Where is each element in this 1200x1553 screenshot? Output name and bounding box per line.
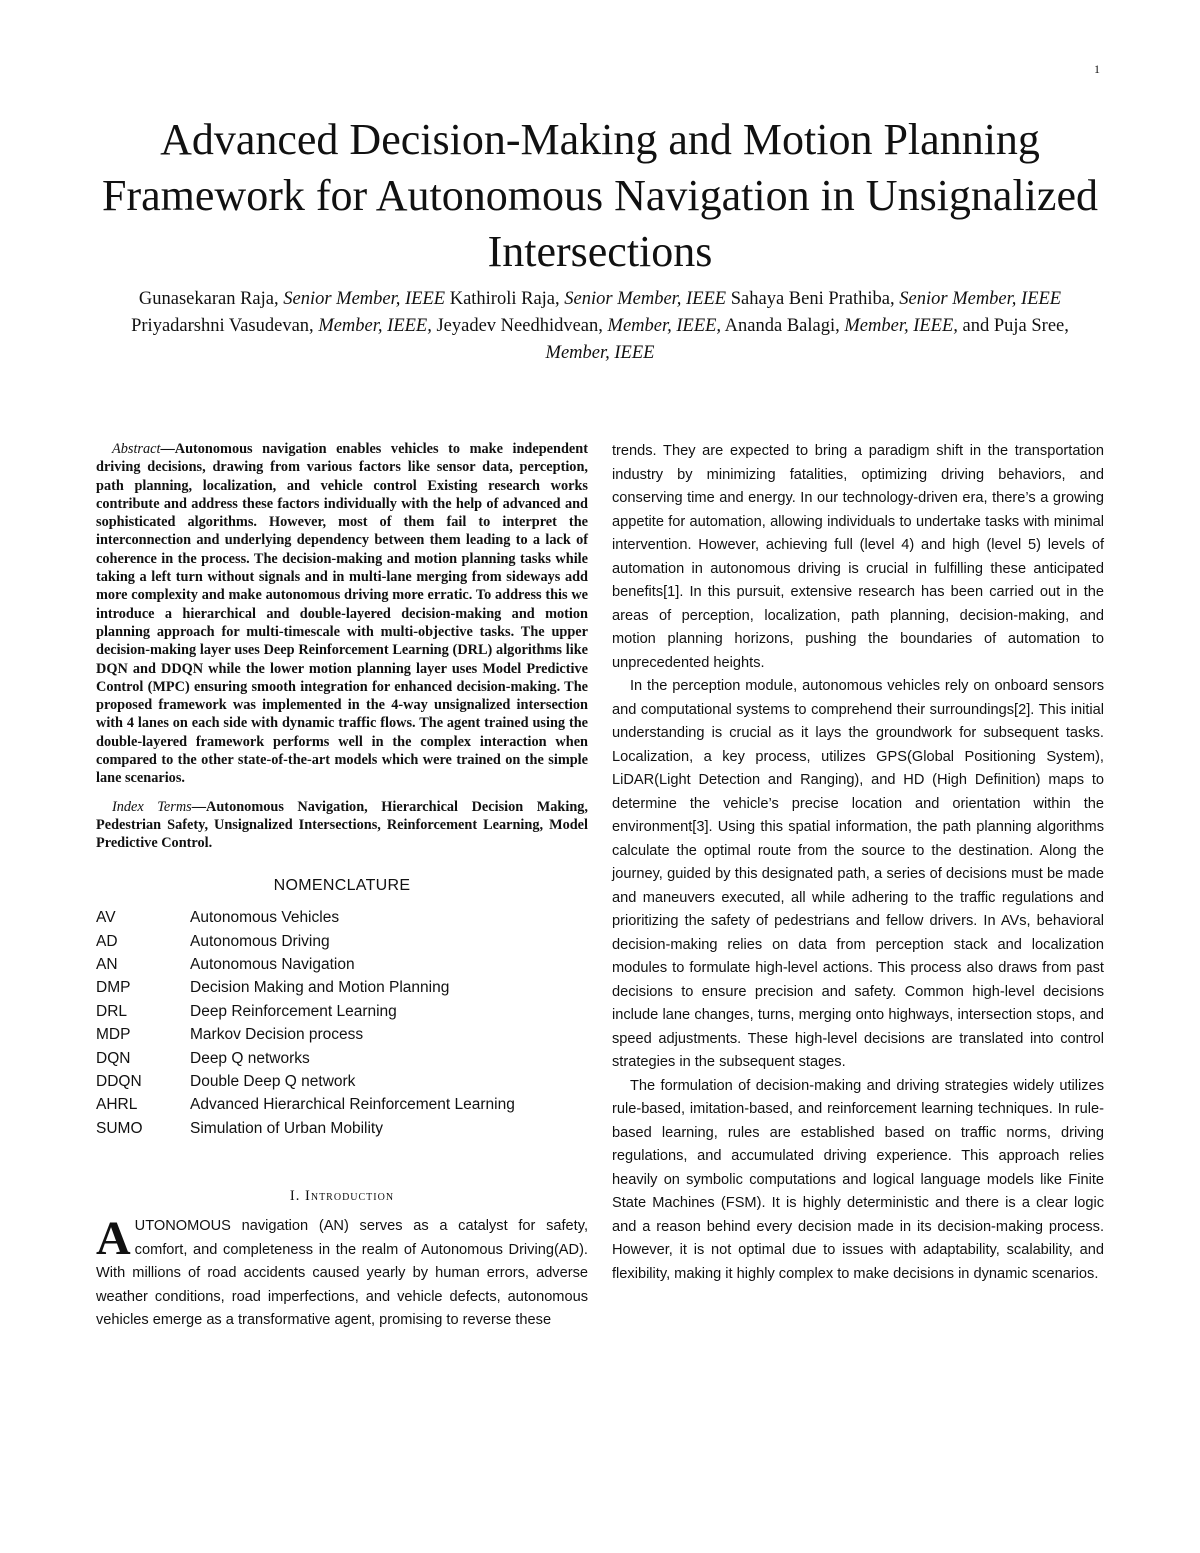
author-name: Sahaya Beni Prathiba, bbox=[726, 289, 900, 309]
author-name: Gunasekaran Raja, bbox=[138, 289, 284, 309]
abbreviation: AV bbox=[96, 909, 116, 927]
index-terms-label: Index Terms bbox=[112, 798, 192, 815]
abstract-label: Abstract bbox=[112, 441, 161, 457]
abbreviation: DDQN bbox=[96, 1072, 142, 1090]
author-name: Kathiroli Raja, bbox=[445, 289, 565, 309]
abbreviation: DQN bbox=[96, 1049, 131, 1067]
table-row bbox=[96, 930, 588, 953]
abbreviation-meaning: Autonomous Vehicles bbox=[190, 909, 340, 927]
abbreviation: SUMO bbox=[96, 1119, 143, 1137]
table-row bbox=[96, 977, 588, 1000]
abbreviation: AHRL bbox=[96, 1096, 138, 1114]
author-role: Member, IEEE, bbox=[607, 316, 722, 336]
index-terms-text: —Autonomous Navigation, Hierarchical Decision Making, Pedestrian Safety, Unsignalized Intersections, Reinforcement Learning, Model Predictive Control. bbox=[96, 798, 588, 852]
author-role: Member, IEEE bbox=[545, 343, 655, 363]
table-row bbox=[96, 907, 588, 930]
table-row bbox=[96, 1000, 588, 1023]
abbreviation-meaning: Markov Decision process bbox=[190, 1026, 364, 1044]
author-name: Jeyadev Needhidvean, bbox=[431, 316, 608, 336]
right-column bbox=[612, 440, 1104, 1286]
author-role: Senior Member, IEEE bbox=[899, 289, 1062, 309]
table-row bbox=[96, 1070, 588, 1093]
abbreviation-meaning: Deep Q networks bbox=[190, 1049, 310, 1067]
abbreviation: DRL bbox=[96, 1002, 128, 1020]
nomenclature-table bbox=[96, 907, 588, 1141]
section-title: Introduction bbox=[305, 1188, 395, 1205]
author-role: Member, IEEE, bbox=[844, 316, 958, 336]
abbreviation-meaning: Double Deep Q network bbox=[190, 1072, 356, 1090]
abbreviation: MDP bbox=[96, 1026, 131, 1044]
intro-paragraph-1-continued: trends. They are expected to bring a paradigm shift in the transportation industry by minimizing fatalities, optimizing driving behaviors, and conserving time and energy. In our technology-driven era, there’s a growing appetite for automation, allowing individuals to undertake tasks with minimal intervention. However, achieving full (level 4) and high (level 5) levels of automation in autonomous driving is crucial in fulfilling these anticipated benefits[1]. In this pursuit, extensive research has been carried out in the areas of perception, localization, path planning, decision-making, and motion planning horizons, pushing the boundaries of automation to unprecedented heights. bbox=[612, 443, 1104, 671]
intro-paragraph-3: The formulation of decision-making and driving strategies widely utilizes rule-based, imitation-based, and reinforcement learning techniques. In rule-based learning, rules are established based on traffic norms, driving regulations, and accumulated driving experience. This approach relies heavily on symbolic computations and logical language models like Finite State Machines (FSM). It is highly deterministic and there is a clear logic and a reason behind every decision made in its decision-making process. However, it is not optimal due to issues with adaptability, scalability, and flexibility, making it highly complex to make decisions in dynamic scenarios. bbox=[612, 1077, 1104, 1282]
author-name: and Puja Sree, bbox=[957, 316, 1069, 336]
abbreviation-meaning: Advanced Hierarchical Reinforcement Learning bbox=[190, 1096, 515, 1114]
abbreviation-meaning: Deep Reinforcement Learning bbox=[190, 1002, 397, 1020]
index-terms bbox=[96, 798, 588, 853]
author-name: Ananda Balagi, bbox=[721, 316, 845, 336]
author-list bbox=[100, 286, 1100, 367]
nomenclature-heading: NOMENCLATURE bbox=[273, 876, 411, 894]
table-row bbox=[96, 953, 588, 976]
table-row bbox=[96, 1047, 588, 1070]
abbreviation: DMP bbox=[96, 979, 131, 997]
author-role: Member, IEEE, bbox=[318, 316, 432, 336]
paragraph-text: navigation (AN) serves as a catalyst for safety, comfort, and completeness in the realm of Autonomous Driving(AD). With millions of road accidents caused yearly by human errors, adverse weather conditions, road imperfections, and vehicle defects, autonomous vehicles emerge as a transformative agent, promising to reverse these bbox=[96, 1218, 588, 1329]
section-heading-introduction bbox=[96, 1188, 588, 1205]
table-row bbox=[96, 1094, 588, 1117]
left-column bbox=[96, 440, 588, 1333]
table-row bbox=[96, 1117, 588, 1140]
abbreviation-meaning: Simulation of Urban Mobility bbox=[190, 1119, 383, 1137]
section-number: I. bbox=[289, 1188, 306, 1205]
author-role: Senior Member, IEEE bbox=[283, 289, 446, 309]
drop-cap: A bbox=[96, 1212, 131, 1266]
table-row bbox=[96, 1023, 588, 1046]
abstract-text: —Autonomous navigation enables vehicles to make independent driving decisions, drawing from various factors like sensor data, perception, path planning, localization, and vehicle control Existing research works contribute and address these factors individually with the help of advanced and sophisticated algorithms. However, most of them fail to interpret the interconnection and underlying dependency between them leading to a lack of coherence in the process. The decision-making and motion planning tasks while taking a left turn without signals and in multi-lane merging from sideways add more complexity and make autonomous driving more erratic. To address this we introduce a hierarchical and double-layered decision-making and motion planning approach for multi-timescale with multi-objective tasks. The upper decision-making layer uses Deep Reinforcement Learning (DRL) algorithms like DQN and DDQN while the lower motion planning layer uses Model Predictive Control (MPC) ensuring smooth integration for enhanced decision-making. The proposed framework was implemented in the 4-way unsignalized intersection with 4 lanes on each side with dynamic traffic flows. The agent trained using the double-layered framework performs well in the complex interaction when compared to the other state-of-the-art models which were trained on the simple lane scenarios. bbox=[96, 441, 588, 787]
author-role: Senior Member, IEEE bbox=[564, 289, 727, 309]
intro-paragraph-1 bbox=[96, 1212, 588, 1333]
abbreviation-meaning: Autonomous Navigation bbox=[190, 956, 355, 973]
first-word-rest: UTONOMOUS bbox=[134, 1218, 231, 1235]
abbreviation-meaning: Decision Making and Motion Planning bbox=[190, 979, 450, 997]
paper-title: Advanced Decision-Making and Motion Planning Framework for Autonomous Navigation in Unsignalized Intersections bbox=[102, 115, 1098, 276]
author-name: Priyadarshni Vasudevan, bbox=[131, 316, 319, 336]
abbreviation: AD bbox=[96, 932, 118, 950]
abstract bbox=[96, 440, 588, 788]
intro-paragraph-2: In the perception module, autonomous vehicles rely on onboard sensors and computational systems to comprehend their surroundings[2]. This initial understanding is crucial as it lays the groundwork for subsequent tasks. Localization, a key process, utilizes GPS(Global Positioning System), LiDAR(Light Detection and Ranging), and HD (High Definition) maps to determine the vehicle’s precise location and orientation within the environment[3]. Using this spatial information, the path planning algorithms calculate the optimal route from the source to the destination. Along the journey, guided by this designated path, a series of decisions must be made and maneuvers executed, all while adhering to the traffic regulations and prioritizing the safety of pedestrians and fellow drivers. In AVs, behavioral decision-making relies on data from perception stack and localization modules to formulate high-level actions. This process also draws from past decisions to ensure precision and safety. Common high-level decisions include lane changes, turns, merging onto highways, intersection stops, and speed adjustments. These high-level decisions are translated into control strategies in the subsequent stages. bbox=[612, 678, 1104, 1070]
page-number: 1 bbox=[1094, 62, 1100, 76]
abbreviation-meaning: Autonomous Driving bbox=[190, 932, 330, 950]
abbreviation: AN bbox=[96, 956, 118, 973]
